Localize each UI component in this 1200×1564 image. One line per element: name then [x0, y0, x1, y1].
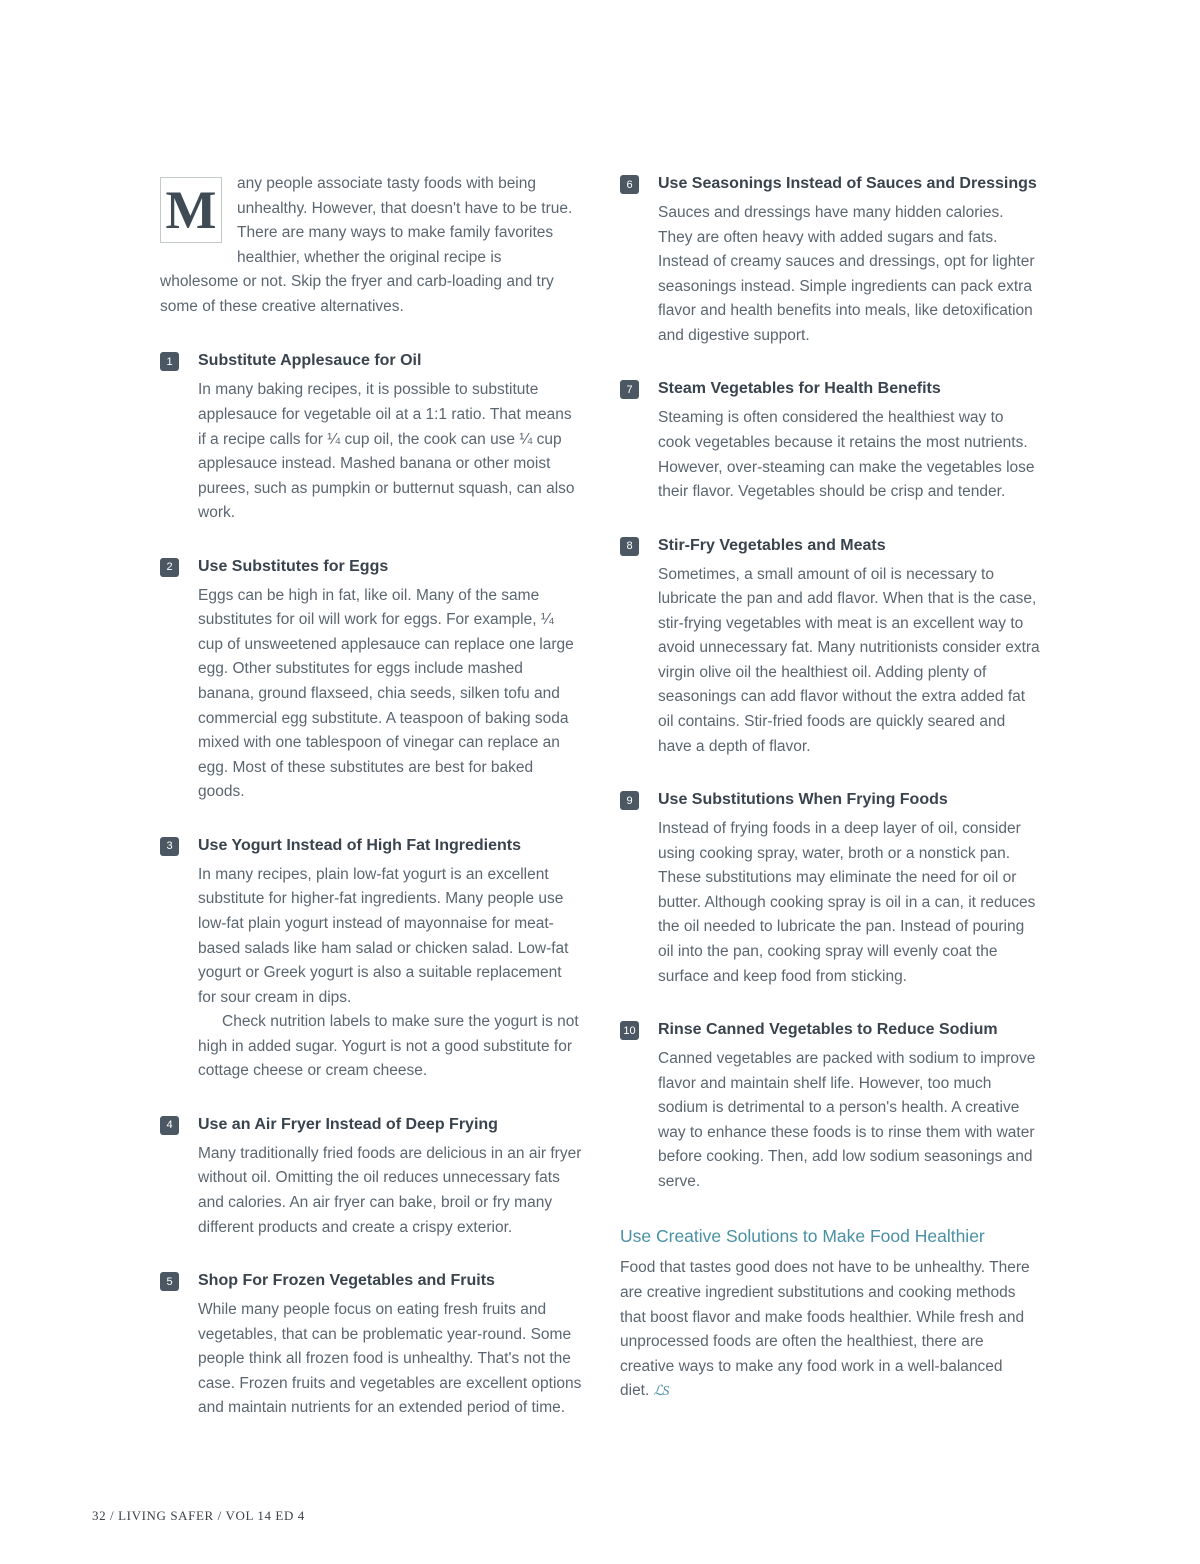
- tip-7: [620, 377, 1040, 504]
- tip-9: [620, 788, 1040, 989]
- intro-section: [160, 172, 582, 319]
- tip-4: [160, 1113, 582, 1240]
- tip-body-second-paragraph: Check nutrition labels to make sure the yogurt is not high in added sugar. Yogurt is not a good substitute for cottage cheese or cream cheese.: [198, 1013, 579, 1080]
- tip-title: Use Seasonings Instead of Sauces and Dressings: [658, 175, 1037, 192]
- tip-number-badge: 7: [620, 380, 639, 399]
- outro-section: [620, 1223, 1040, 1403]
- tip-2: [160, 555, 582, 805]
- dropcap-box: [160, 177, 222, 243]
- right-column: [620, 172, 1040, 1450]
- outro-heading: Use Creative Solutions to Make Food Healthier: [620, 1226, 985, 1247]
- tip-body: While many people focus on eating fresh fruits and vegetables, that can be problematic year-round. Some people think all frozen food is unhealthy. That's not the case. Frozen fruits and vegetables are excellent options and maintain nutrients for an extended period of time.: [198, 1301, 582, 1417]
- tip-title: Rinse Canned Vegetables to Reduce Sodium: [658, 1021, 998, 1039]
- intro-paragraph: any people associate tasty foods with being unhealthy. However, that doesn't have to be true. There are many ways to make family favorites healthier, whether the original recipe is wholesome or not. Skip the fryer and carb-loading and try some of these creative alternatives.: [160, 175, 573, 315]
- tip-3: [160, 834, 582, 1084]
- tip-title: Use Substitutes for Eggs: [198, 557, 389, 575]
- tip-1: [160, 349, 582, 525]
- dropcap-letter: M: [165, 180, 217, 240]
- tip-body: Instead of frying foods in a deep layer of oil, consider using cooking spray, water, broth or a nonstick pan. These substitutions may eliminate the need for oil or butter. Although cooking spray is oil in a can, it reduces the oil needed to lubricate the pan. Instead of pouring oil into the pan, cooking spray will evenly coat the surface and keep food from sticking.: [658, 820, 1036, 985]
- tip-body: Canned vegetables are packed with sodium to improve flavor and maintain shelf life. However, too much sodium is detrimental to a person's health. A creative way to enhance these foods is to rinse them with water before cooking. Then, add low sodium seasonings and serve.: [658, 1050, 1036, 1190]
- left-column: [160, 172, 582, 1450]
- tip-number-badge: 8: [620, 537, 639, 556]
- tip-10: [620, 1018, 1040, 1194]
- tip-number-badge: 9: [620, 791, 639, 810]
- tip-title: Shop For Frozen Vegetables and Fruits: [198, 1272, 495, 1290]
- tip-title: Stir-Fry Vegetables and Meats: [658, 536, 886, 554]
- tip-number-badge: 5: [160, 1272, 179, 1291]
- tip-body: In many baking recipes, it is possible to substitute applesauce for vegetable oil at a 1:1 ratio. That means if a recipe calls for ¼ cup oil, the cook can use ¼ cup applesauce instead. Mashed banana or other moist purees, such as pumpkin or butternut squash, can also work.: [198, 381, 575, 522]
- outro-text: Food that tastes good does not have to be unhealthy. There are creative ingredient substitutions and cooking methods that boost flavor and make foods healthier. While fresh and unprocessed foods are often the healthiest, there are creative ways to make any food work in a well-balanced diet.: [620, 1259, 1030, 1400]
- tip-5: [160, 1269, 582, 1421]
- tip-number-badge: 3: [160, 837, 179, 856]
- end-of-article-mark: ℒS: [653, 1384, 669, 1400]
- tip-8: [620, 534, 1040, 760]
- tip-title: Steam Vegetables for Health Benefits: [658, 380, 941, 398]
- page-footer: 32 / LIVING SAFER / VOL 14 ED 4: [92, 1508, 305, 1523]
- tip-number-badge: 10: [620, 1021, 639, 1040]
- tip-body: Steaming is often considered the healthiest way to cook vegetables because it retains the most nutrients. However, over-steaming can make the vegetables lose their flavor. Vegetables should be crisp and tender.: [658, 409, 1035, 501]
- outro-paragraph: [620, 1256, 1040, 1403]
- tip-body: In many recipes, plain low-fat yogurt is an excellent substitute for higher-fat ingredients. Many people use low-fat plain yogurt instead of mayonnaise for meat-based salads like ham salad or chicken salad. Low-fat yogurt or Greek yogurt is also a suitable replacement for sour cream in dips.: [198, 865, 569, 1006]
- tip-body: Sauces and dressings have many hidden calories. They are often heavy with added sugars and fats. Instead of creamy sauces and dressings, opt for lighter seasonings instead. Simple ingredients can pack extra flavor and health benefits into meals, like detoxification and digestive support.: [658, 204, 1035, 344]
- tip-title: Use an Air Fryer Instead of Deep Frying: [198, 1115, 498, 1133]
- tip-title: Use Yogurt Instead of High Fat Ingredients: [198, 836, 521, 854]
- tip-number-badge: 6: [620, 175, 639, 194]
- tip-6: [620, 172, 1040, 348]
- tip-body: Eggs can be high in fat, like oil. Many of the same substitutes for oil will work for eggs. For example, ¼ cup of unsweetened applesauce can replace one large egg. Other substitutes for eggs include mashed banana, ground flaxseed, chia seeds, silken tofu and commercial egg substitute. A teaspoon of baking soda mixed with one tablespoon of vinegar can replace an egg. Most of these substitutes are best for baked goods.: [198, 586, 574, 801]
- tip-title: Use Substitutions When Frying Foods: [658, 791, 948, 809]
- tip-number-badge: 4: [160, 1116, 179, 1135]
- tip-number-badge: 2: [160, 558, 179, 577]
- tip-title: Substitute Applesauce for Oil: [198, 352, 422, 370]
- tip-body: Sometimes, a small amount of oil is necessary to lubricate the pan and add flavor. When that is the case, stir-frying vegetables with meat is an excellent way to avoid unnecessary fat. Many nutritionists consider extra virgin olive oil the healthiest oil. Adding plenty of seasonings can add flavor without the extra added fat oil contains. Stir-fried foods are quickly seared and have a depth of flavor.: [658, 565, 1040, 755]
- tip-number-badge: 1: [160, 352, 179, 371]
- tip-body: Many traditionally fried foods are delicious in an air fryer without oil. Omitting the oil reduces unnecessary fats and calories. An air fryer can bake, broil or fry many different products and create a crispy exterior.: [198, 1144, 582, 1236]
